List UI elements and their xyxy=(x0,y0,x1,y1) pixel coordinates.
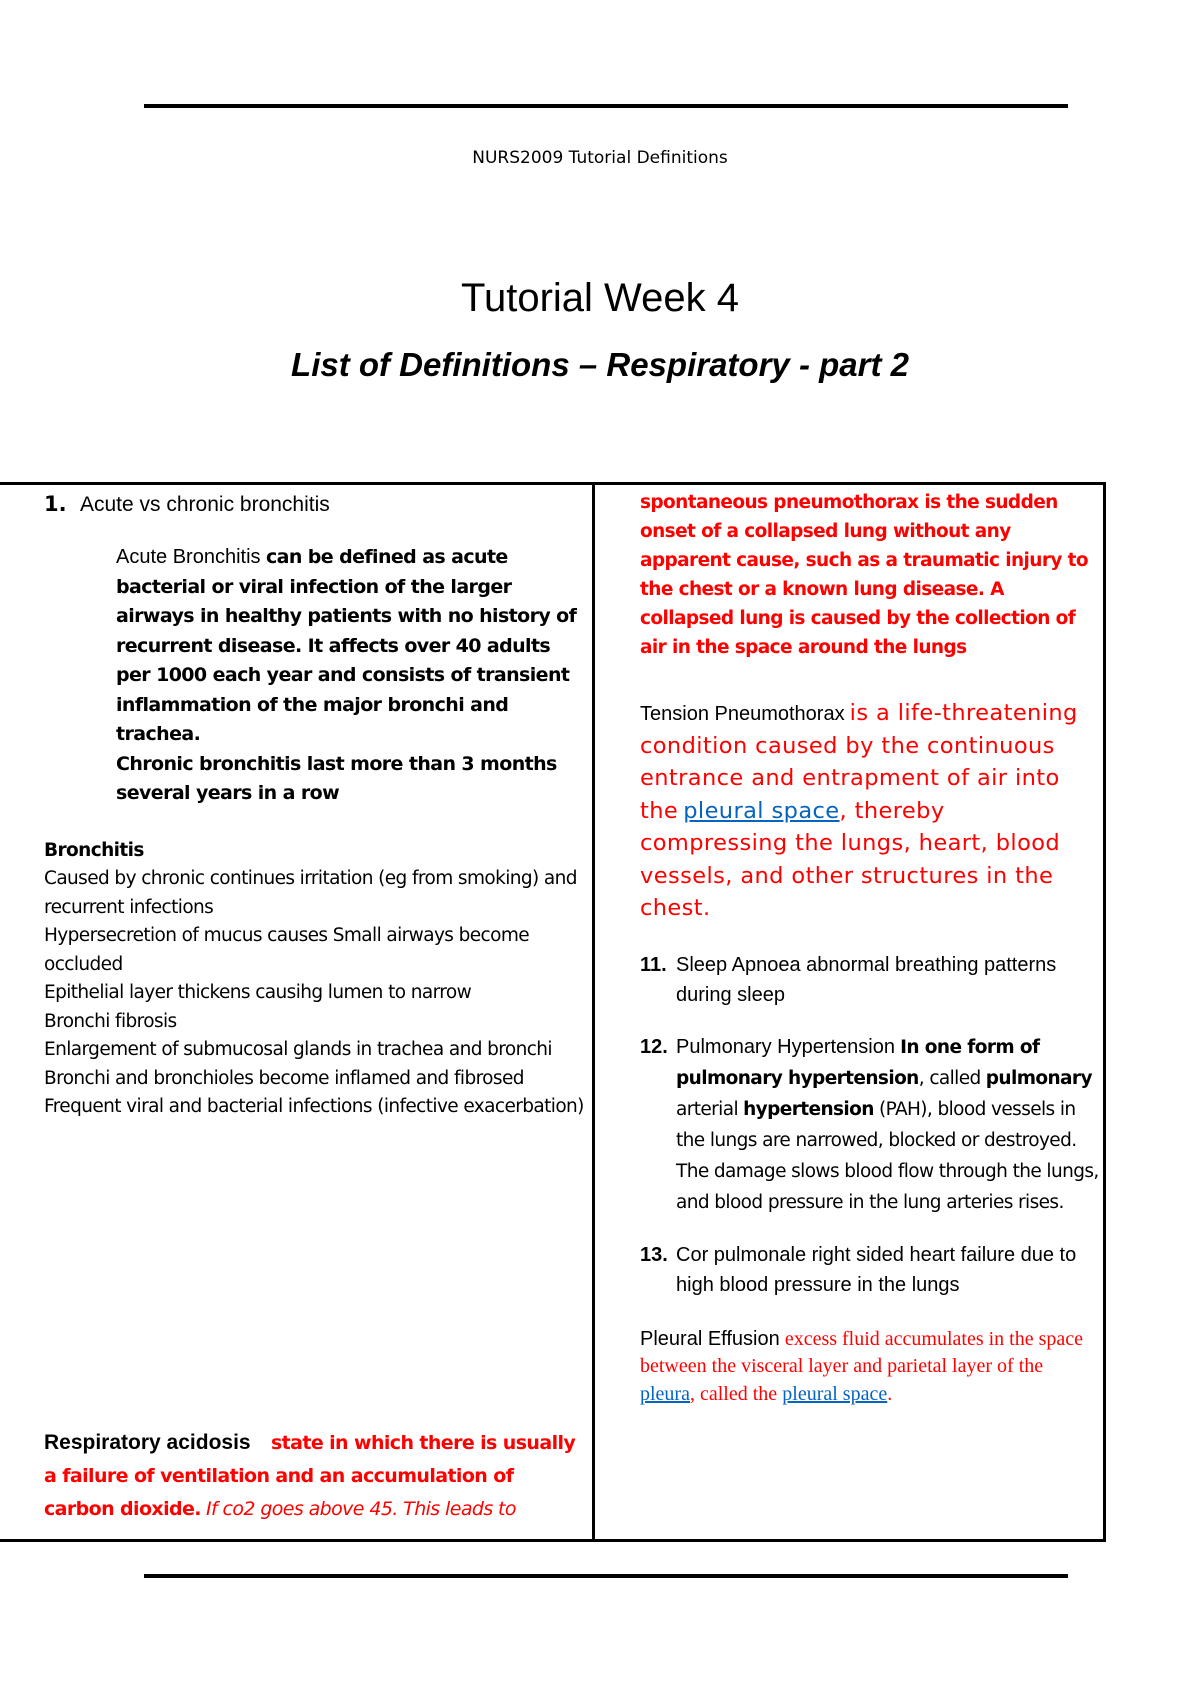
item-12-number: 12. xyxy=(640,1035,668,1058)
left-cell xyxy=(0,482,592,1520)
item-1-number: 1. xyxy=(44,492,67,516)
item-12-def-d: pulmonary xyxy=(985,1067,1092,1089)
spontaneous-pneumothorax xyxy=(640,488,1100,662)
item-13 xyxy=(640,1240,1099,1300)
item-12 xyxy=(640,1032,1099,1218)
resp-acidosis-def: state in which there is usually a failure of ventilation and an accumulation of carbon dioxide. xyxy=(44,1432,576,1520)
bronchitis-point: Frequent viral and bacterial infections (infective exacerbation) xyxy=(44,1096,584,1117)
tension-term: Tension Pneumothorax xyxy=(640,703,845,725)
item-12-def-b: pulmonary hypertension xyxy=(676,1067,919,1089)
chronic-line: Chronic bronchitis last more than 3 months several years in a row xyxy=(116,752,557,804)
pleural-def-a: excess fluid accumulates in the space between the visceral layer and parietal layer of the xyxy=(640,1327,1084,1377)
acute-def: can be defined as acute bacterial or viral infection of the larger airways in healthy patients with no history of recurrent disease. It affects over 40 adults per 1000 each year and consists of transient inflammation of the major bronchi and trachea. xyxy=(116,546,577,745)
bronchitis-point: Hypersecretion of mucus causes Small airways become occluded xyxy=(44,925,530,975)
item-1 xyxy=(44,488,586,521)
item-11 xyxy=(640,950,1099,1010)
page-subtitle: List of Definitions – Respiratory - part 2 xyxy=(291,346,909,383)
item-12-def-g: (PAH), blood vessels in the lungs are narrowed, blocked or destroyed. The damage slows blood flow through the lungs, and blood pressure in the lung arteries rises. xyxy=(676,1098,1099,1213)
bronchitis-point: Caused by chronic continues irritation (eg from smoking) and recurrent infections xyxy=(44,868,577,918)
item-13-text: Cor pulmonale right sided heart failure due to high blood pressure in the lungs xyxy=(676,1243,1077,1296)
item-12-def-a: In one form of xyxy=(900,1036,1040,1058)
bronchitis-point: Enlargement of submucosal glands in trachea and bronchi xyxy=(44,1039,552,1060)
pleural-effusion xyxy=(640,1326,1099,1409)
spont-def: is the sudden onset of a collapsed lung without any apparent cause, such as a traumatic injury to the chest or a known lung disease. A collapsed lung is caused by the collection of air in the space around the lungs xyxy=(640,492,1089,658)
item-11-number: 11. xyxy=(640,953,667,976)
pleural-space-link-2[interactable]: pleural space xyxy=(782,1382,888,1405)
pleural-def-c: . xyxy=(887,1382,893,1405)
item-12-def-c: , called xyxy=(918,1067,981,1089)
right-cell xyxy=(595,482,1103,1408)
top-rule xyxy=(144,104,1068,108)
item-1-title: Acute vs chronic bronchitis xyxy=(80,493,330,516)
pleura-link[interactable]: pleura xyxy=(640,1382,690,1405)
item-13-number: 13. xyxy=(640,1243,668,1266)
bottom-rule xyxy=(144,1574,1068,1578)
page-title: Tutorial Week 4 xyxy=(461,276,739,320)
spont-term: spontaneous pneumothorax xyxy=(640,492,919,513)
bronchitis-heading: Bronchitis xyxy=(44,839,144,861)
resp-acidosis-term: Respiratory acidosis xyxy=(44,1431,251,1454)
item-12-def-e: arterial xyxy=(676,1098,739,1120)
item-12-term: Pulmonary Hypertension xyxy=(676,1035,895,1058)
item-12-def-f: hypertension xyxy=(743,1098,874,1120)
bronchitis-point: Bronchi and bronchioles become inflamed and fibrosed xyxy=(44,1067,524,1089)
acute-term: Acute Bronchitis xyxy=(116,546,261,568)
tension-def-b: , thereby compressing the lungs, heart, blood vessels, and other structures in the chest. xyxy=(640,797,1061,921)
bronchitis-point: Bronchi fibrosis xyxy=(44,1010,177,1032)
item-11-text: Sleep Apnoea abnormal breathing patterns during sleep xyxy=(676,953,1057,1006)
tension-def-a: is a life-threatening condition caused by the continuous entrance and entrapment of air into the xyxy=(640,700,1078,824)
respiratory-acidosis xyxy=(44,1426,589,1526)
tension-pneumothorax xyxy=(640,698,1099,926)
acute-bronchitis-def xyxy=(44,543,586,809)
pleural-def-b: , called the xyxy=(689,1382,778,1405)
resp-acidosis-note: If co2 goes above 45. This leads to xyxy=(205,1498,516,1520)
pleural-term: Pleural Effusion xyxy=(640,1327,780,1350)
course-header: NURS2009 Tutorial Definitions xyxy=(472,148,728,168)
bronchitis-point: Epithelial layer thickens causihg lumen to narrow xyxy=(44,982,472,1003)
bronchitis-section xyxy=(44,837,586,1122)
pleural-space-link[interactable]: pleural space xyxy=(683,797,840,824)
